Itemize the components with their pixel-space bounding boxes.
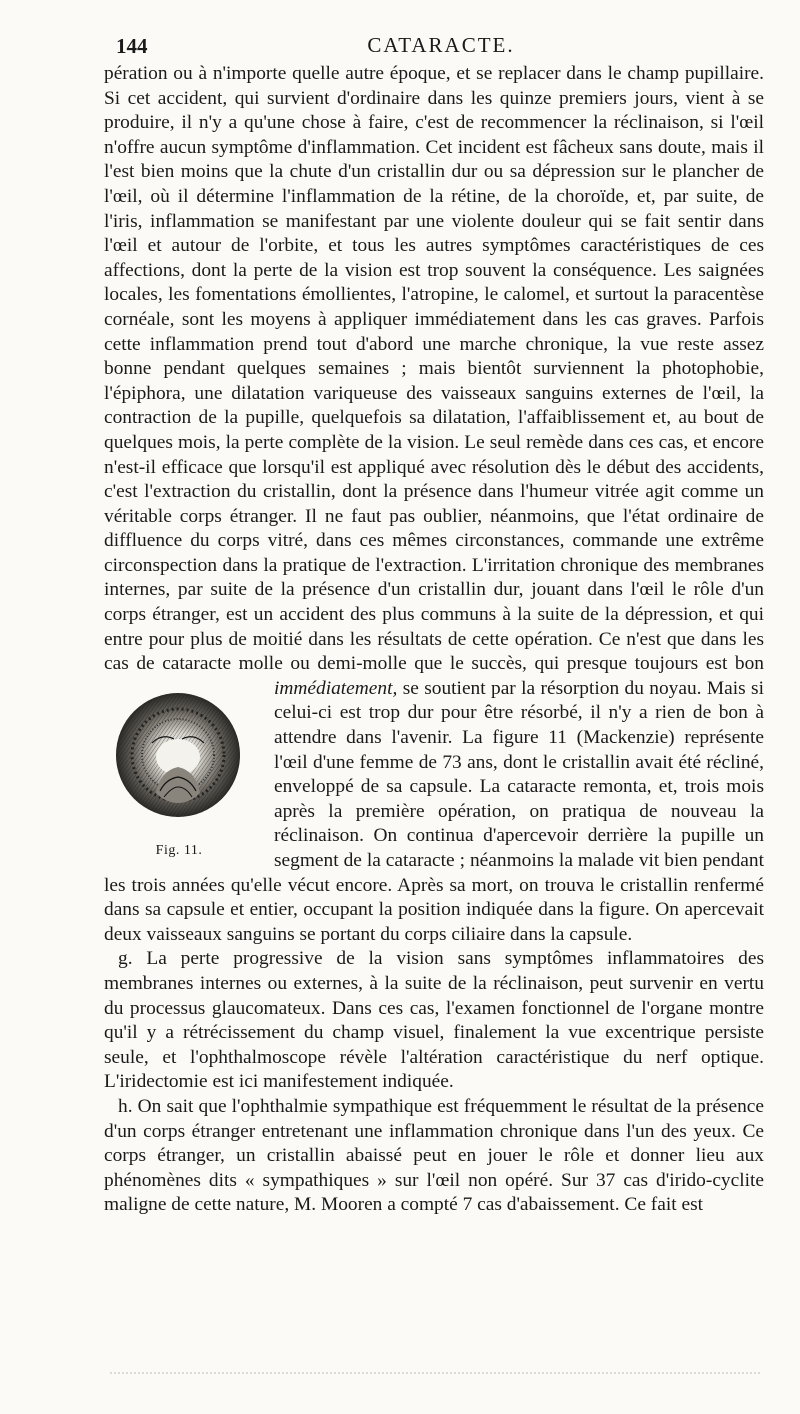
running-title: CATARACTE.: [367, 33, 515, 57]
emphasis-immediatement: immédiatement,: [274, 677, 398, 699]
paragraph-text-part-2: se soutient par la résorption du noyau. Mais si celui-ci est trop dur pour être résorbé, il n'y a rien de bon à attendre dans l'avenir. La figure 11 (Mackenzie) représente l'œil d'une femme de 73 ans, dont le cristallin avait été récliné, enveloppé de sa capsule. La cataracte remonta, et, trois mois après la première opération, on pratiqua de nouveau la réclinaison. On continua d'apercevoir derrière la pupille un segment de la cataracte ; néanmoins la malade vit bien pendant les trois années qu'elle vécut encore. Après sa mort, on trouva le cristallin renfermé dans sa capsule et entier, occupant la position indiquée dans la figure. On apercevait deux vaisseaux sanguins se portant du corps ciliaire dans la capsule.: [104, 677, 764, 945]
paragraph-g: g. La perte progressive de la vision sans symptômes inflammatoires des membranes internes ou externes, à la suite de la réclinaison, peut survenir en vertu du processus glaucomateux. Dans ces cas, l'examen fonctionnel de l'organe montre qu'il y a rétrécissement du champ visuel, finalement la vue excentrique persiste seule, et l'ophthalmoscope révèle l'altération caractéristique du nerf optique. L'iridectomie est ici manifestement indiquée.: [104, 948, 764, 1093]
page-header: [116, 30, 766, 60]
body-text: [104, 62, 764, 1218]
paragraph-continuation: [104, 62, 764, 947]
page-bottom-specks: [110, 1372, 760, 1384]
eye-engraving-icon: [112, 683, 244, 833]
page-number: 144: [116, 34, 148, 58]
paragraph-text-part-1: pération ou à n'importe quelle autre époque, et se replacer dans le champ pupillaire. Si cet accident, qui survient d'ordinaire dans les quinze premiers jours, vient à se produire, il n'y a qu'une chose à faire, c'est de recommencer la réclinaison, si l'œil n'offre aucun symptôme d'inflammation. Cet incident est fâcheux sans doute, mais il l'est bien moins que la chute d'un cristallin dur ou sa dépression sur le plancher de l'œil, où il détermine l'inflammation de la rétine, de la choroïde, et, par suite, de l'iris, inflammation se manifestant par une violente douleur qui se fait sentir dans l'œil et autour de l'orbite, et tous les autres symptômes caractéristiques de ces affections, dont la perte de la vision est trop souvent la conséquence. Les saignées locales, les fomentations émollientes, l'atropine, le calomel, et surtout la paracentèse cornéale, sont les moyens à appliquer immédiatement dans les cas graves. Parfois cette inflammation prend tout d'abord une marche chronique, la vue reste assez bonne pendant quelques semaines ; mais bientôt surviennent la photophobie, l'épiphora, une dilatation variqueuse des vaisseaux sanguins externes de l'œil, la contraction de la pupille, quelquefois sa dilatation, l'affaiblissement et, au bout de quelques mois, la perte complète de la vision. Le seul remède dans ces cas, et encore n'est-il efficace que lorsqu'il est appliqué avec résolution dès le début des accidents, c'est l'extraction du cristallin, dont la présence dans l'humeur vitrée agit comme un véritable corps étranger. Il ne faut pas oublier, néanmoins, que l'état ordinaire de diffluence du corps vitré, dans ces mêmes circonstances, commande une extrême circonspection dans la pratique de l'extraction. L'irritation chronique des membranes internes, par suite de la présence d'un cristallin dur, jouant dans l'œil le rôle d'un corps étranger, est un accident des plus communs à la suite de la dépression, et qui entre pour plus de moitié dans les résultats de cette opération. Ce n'est que dans les cas de cataracte molle ou demi-molle que le succès, qui presque toujours est bon: [104, 63, 764, 675]
figure-11: [104, 683, 264, 867]
paragraph-h: h. On sait que l'ophthalmie sympathique est fréquemment le résultat de la présence d'un corps étranger entretenant une inflammation chronique dans l'un des yeux. Ce corps étranger, un cristallin abaissé peut en jouer le rôle et donner lieu aux phénomènes dits « sympathiques » sur l'œil non opéré. Sur 37 cas d'irido-cyclite maligne de cette nature, M. Mooren a compté 7 cas d'abaissement. Ce fait est: [104, 1095, 764, 1216]
figure-caption: Fig. 11.: [155, 842, 203, 858]
